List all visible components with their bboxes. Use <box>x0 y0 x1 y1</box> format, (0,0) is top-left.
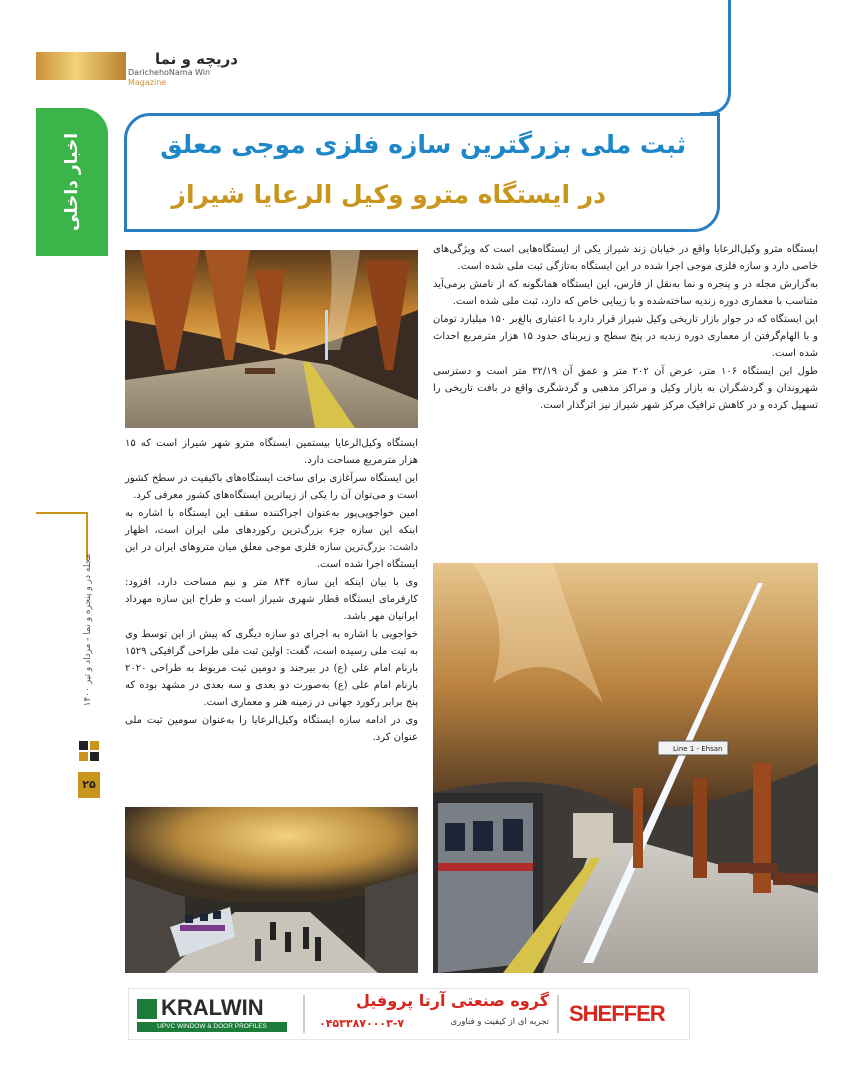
article-column-left <box>125 435 418 747</box>
kralwin-logo <box>137 995 287 1033</box>
ad-phone: ۰۴۵۳۳۸۷۰۰۰۳-۷ <box>319 1017 405 1030</box>
ad-group-name: گروه صنعتی آرتا پروفیل <box>355 991 549 1010</box>
ad-slogan: تجربه ای از کیفیت و فناوری <box>450 1017 549 1027</box>
paragraph: امین خواجویی‌پور به‌عنوان اجراکننده سقف این ایستگاه با اشاره به اینکه این سازه جزء بزرگ‌ترین رکوردهای ملی ایران است، اظهار داشت: بزرگ‌ترین سازه فلزی موجی معلق میان مترو‌های ایران در این ایستگاه اجرا شده است. <box>125 508 418 570</box>
page-number: ۲۵ <box>78 772 100 798</box>
margin-rule <box>36 512 88 514</box>
ad-divider <box>303 995 305 1033</box>
kralwin-emblem-icon <box>137 999 157 1019</box>
paragraph: طول این ایستگاه ۱۰۶ متر، عرض آن ۲۰۲ متر و عمق آن ۳۲/۱۹ متر است و دسترسی شهروندان و گردشگران به بازار وکیل و مراکز مذهبی و گردشگری واقع در بافت تاریخی را تسهیل کرده و در کاهش ترافیک مرکز شهر شیراز نیز اثرگذار است. <box>433 366 818 411</box>
kralwin-brand: KRALWIN <box>161 995 264 1020</box>
paragraph: به‌گزارش مجله در و پنجره و نما به‌نقل از فارس، این ایستگاه همانگونه که از نامش برمی‌آید متناسب با معماری دوره زندیه ساخته‌شده و با زیبایی خاص که دارد، ثبت ملی شده است. <box>433 279 818 307</box>
logo-subtitle: DarichehoNama Win Magazine <box>128 68 211 87</box>
logo-title: دریچه و نما <box>155 50 238 68</box>
paragraph: وی با بیان اینکه این سازه ۸۴۴ متر و نیم مساحت دارد، افزود: کارفرمای ایستگاه قطار شهری شیراز است و طراح این سازه مهرداد ایرانیان مهر باشد. <box>125 577 418 622</box>
metro-train-tunnel-photo <box>433 563 818 973</box>
metro-station-wide-photo <box>125 807 418 973</box>
paragraph: این ایستگاه که در جوار بازار تاریخی وکیل شیراز قرار دارد با اعتباری بالغ‌بر ۱۵۰ میلیارد تومان و با الهام‌گرفتن از معماری دوره زندیه در پنج سطح و زیربنای حدود ۱۵ هزار مترمربع احداث شده است. <box>433 314 818 359</box>
top-frame-ornament <box>700 0 731 115</box>
metro-platform-photo <box>125 250 418 428</box>
paragraph: ایستگاه وکیل‌الرعایا بیستمین ایستگاه مترو شهر شیراز است که ۱۵ هزار مترمربع مساحت دارد. <box>125 438 418 466</box>
sheffer-logo: SHEFFER <box>569 1001 665 1026</box>
window-logo-icon <box>76 738 102 764</box>
article-column-right <box>433 241 818 415</box>
header-gold-bar <box>36 52 126 80</box>
magazine-issue-caption: مجله در و پنجره و نما - مرداد و تیر ۱۴۰۰ <box>83 553 93 707</box>
platform-sign-text: Line 1 - Ehsan <box>673 745 723 753</box>
advertisement-banner[interactable] <box>128 988 690 1040</box>
paragraph: ایستگاه مترو وکیل‌الرعایا واقع در خیابان زند شیراز یکی از ایستگاه‌هایی است که ویژگی‌های خاصی دارد و سازه فلزی موجی اجرا شده در این ایستگاه به‌تازگی ثبت ملی شده است. <box>433 244 818 272</box>
article-title-line2: در ایستگاه مترو وکیل الرعایا شیراز <box>171 180 606 209</box>
section-tab <box>36 108 108 256</box>
kralwin-tagline: UPVC WINDOW & DOOR PROFILES <box>137 1022 287 1032</box>
magazine-logo <box>128 50 238 87</box>
section-label: اخبار داخلی <box>62 132 82 232</box>
paragraph: وی در ادامه سازه ایستگاه وکیل‌الرعایا را به‌عنوان سومین ثبت ملی عنوان کرد. <box>125 715 418 743</box>
paragraph: این ایستگاه سرآغازی برای ساخت ایستگاه‌های باکیفیت در سطح کشور است و می‌توان آن را یکی از زیباترین ایستگاه‌های کشور معرفی کرد. <box>125 473 418 501</box>
article-title-line1: ثبت ملی بزرگترین سازه فلزی موجی معلق <box>160 130 686 159</box>
ad-slogan-row <box>319 1017 549 1030</box>
ad-divider <box>557 995 559 1033</box>
paragraph: خواجویی با اشاره به اجرای دو سازه دیگری که پیش از این توسط وی به ثبت ملی رسیده است، گفت: اولین ثبت ملی طراحی گرافیکی ۱۵۲۹ بارنام امام علی (ع) در بیرجند و دومین ثبت مربوط به طراحی ۲۰۲۰ بارنام امام علی (ع) به‌صورت دو بعدی و سه بعدی در مشهد بوده که پنج برابر رکورد جهانی در زمینه هنر و معماری است. <box>125 629 418 708</box>
